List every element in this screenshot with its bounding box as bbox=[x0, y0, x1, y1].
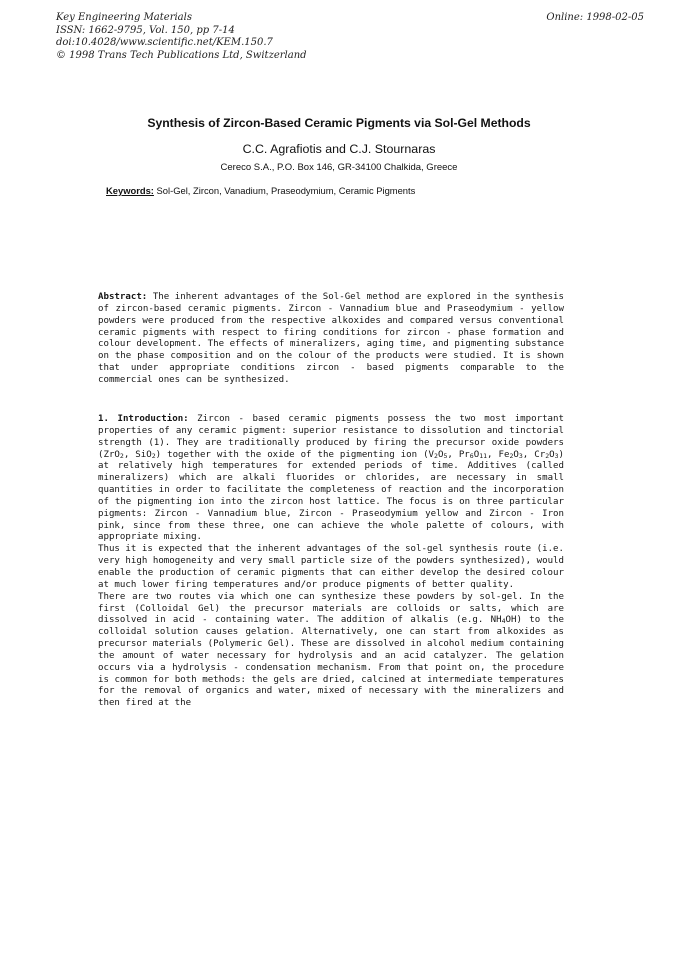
abstract-paragraph bbox=[98, 292, 564, 387]
author-affiliation: Cereco S.A., P.O. Box 146, GR-34100 Chalkida, Greece bbox=[220, 162, 458, 173]
introduction-label: 1. Introduction: bbox=[98, 414, 189, 424]
introduction-paragraph-2: Thus it is expected that the inherent advantages of the sol-gel synthesis route (i.e. very high homogeneity and very small particle size of the powders synthesized), would enable the production of ceramic pigments that can either develop the desired colour at much lower firing temperatures and/or produce pigments of better quality. bbox=[98, 544, 564, 590]
introduction-paragraph-1: 1. Introduction: Zircon - based ceramic pigments possess the two most important properties of any ceramic pigment: superior resistance to dissolution and tinctorial strength (1). They are traditionally produced by firing the precursor oxide powders (ZrO$_2$, SiO$_2$) together with the oxide of the pigmenting ion ($V_2O_5$, $Pr_6O_{11}$, $Fe_2O_3$, $Cr_2O_3$) at relatively high temperatures for extended periods of time. Additives (called mineralizers) which are alkali fluorides or chlorides, are necessary in small quantities in order to facilitate the completeness of reaction and the incorporation of the pigmenting ion into the zircon host lattice. The focus is on three particular pigments: Zircon - Vannadium blue, Zircon - Praseodymium yellow and Zircon - Iron pink, since from these three, one can achieve the whole palette of colours, with appropriate mixing. bbox=[98, 414, 564, 543]
publication-header bbox=[56, 12, 307, 62]
keywords-list: Sol-Gel, Zircon, Vanadium, Praseodymium, Ceramic Pigments bbox=[156, 185, 416, 196]
abstract-text: The inherent advantages of the Sol-Gel method are explored in the synthesis of zircon-based ceramic pigments. Zircon - Vannadium blue and Praseodymium - yellow powders were produced from the respective alkoxides and compared versus conventional ceramic pigments with respect to firing conditions for zircon - phase formation and colour development. The effects of mineralizers, aging time, and pigmenting substance on the phase composition and on the colour of the products were studied. It is shown that under appropriate conditions zircon - based pigments comparable to the commercial ones can be synthesized. bbox=[98, 292, 564, 385]
introduction-section bbox=[98, 414, 564, 710]
abstract-label: Abstract: bbox=[98, 292, 148, 302]
doi-link[interactable]: doi:10.4028/www.scientific.net/KEM.150.7 bbox=[56, 37, 273, 48]
issn-line: ISSN: 1662-9795, Vol. 150, pp 7-14 bbox=[56, 24, 235, 36]
introduction-paragraph-3: There are two routes via which one can synthesize these powders by sol-gel. In the first (Colloidal Gel) the precursor materials are colloids or salts, which are dissolved in acid - containing water. The addition of alkalis (e.g. $NH_4OH$) to the colloidal solution causes gelation. Alternatively, one can start from alkoxides as precursor materials (Polymeric Gel). These are dissolved in alcohol medium containing the amount of water necessary for hydrolysis and an acid catalyzer. The gelation occurs via a hydrolysis - condensation mechanism. From that point on, the procedure is common for both methods: the gels are dried, calcined at intermediate temperatures for the removal of organics and water, mixed of necessary with the mineralizers and then fired at the bbox=[98, 591, 565, 709]
paper-authors: C.C. Agrafiotis and C.J. Stournaras bbox=[242, 142, 436, 156]
journal-name: Key Engineering Materials bbox=[56, 12, 192, 23]
copyright-line: © 1998 Trans Tech Publications Ltd, Switzerland bbox=[56, 49, 307, 61]
keywords-label: Keywords: bbox=[106, 185, 154, 196]
paper-title: Synthesis of Zircon-Based Ceramic Pigments via Sol-Gel Methods bbox=[147, 116, 531, 130]
keywords-line bbox=[106, 185, 415, 196]
online-date: Online: 1998-02-05 bbox=[546, 12, 644, 23]
